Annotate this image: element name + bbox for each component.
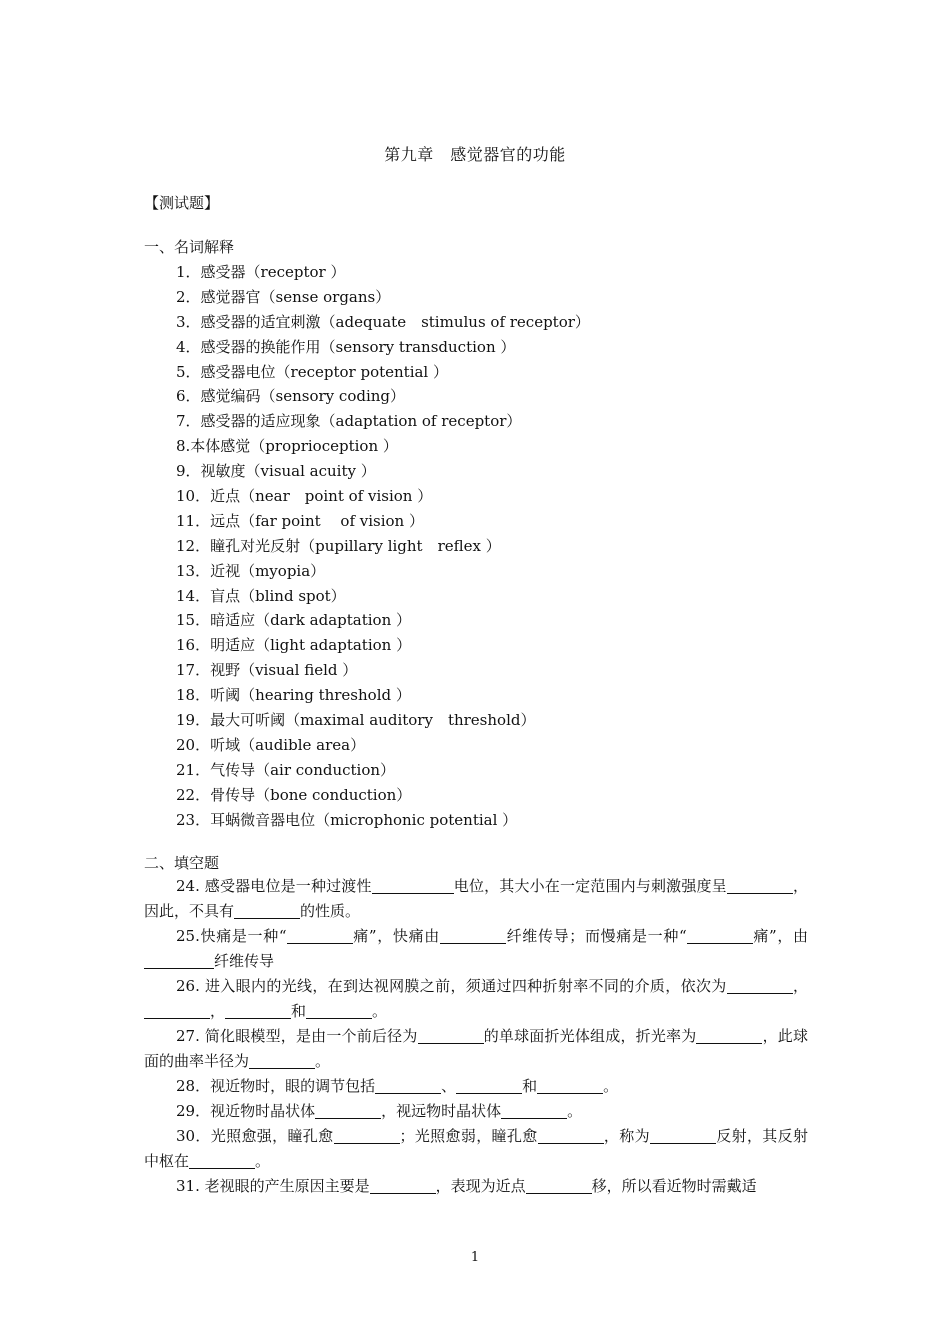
answer-blank bbox=[501, 1102, 567, 1119]
answer-blank bbox=[144, 952, 214, 969]
section-heading-fill-in: 二、填空题 bbox=[144, 854, 220, 872]
answer-blank bbox=[727, 977, 793, 994]
question-28: 28．视近物时，眼的调节包括 、 和 。 bbox=[176, 1077, 619, 1095]
list-item: 17．视野（visual field ） bbox=[176, 661, 358, 680]
answer-blank bbox=[234, 902, 300, 919]
list-item: 6．感觉编码（sensory coding） bbox=[176, 387, 406, 406]
list-item: 9．视敏度（visual acuity ） bbox=[176, 462, 376, 481]
list-item: 18．听阈（hearing threshold ） bbox=[176, 686, 411, 705]
list-item: 16．明适应（light adaptation ） bbox=[176, 636, 412, 655]
answer-blank bbox=[372, 877, 454, 894]
list-item: 4．感受器的换能作用（sensory transduction ） bbox=[176, 337, 516, 356]
answer-blank bbox=[375, 1077, 441, 1094]
answer-blank bbox=[370, 1177, 436, 1194]
answer-blank bbox=[418, 1027, 484, 1044]
page-number: 1 bbox=[470, 1250, 480, 1265]
answer-blank bbox=[537, 1077, 603, 1094]
list-item: 8.本体感觉（proprioception ） bbox=[176, 437, 398, 456]
question-30: 30．光照愈强，瞳孔愈 ；光照愈弱，瞳孔愈 ，称为 反射，其反射中枢在 。 bbox=[144, 1127, 808, 1170]
answer-blank bbox=[249, 1052, 315, 1069]
answer-blank bbox=[538, 1127, 604, 1144]
answer-blank bbox=[456, 1077, 522, 1094]
list-item: 21．气传导（air conduction） bbox=[176, 760, 396, 779]
answer-blank bbox=[315, 1102, 381, 1119]
list-item: 22．骨传导（bone conduction） bbox=[176, 785, 412, 804]
list-item: 14．盲点（blind spot） bbox=[176, 586, 346, 605]
answer-blank bbox=[696, 1027, 762, 1044]
list-item: 2．感觉器官（sense organs） bbox=[176, 287, 391, 306]
list-item: 13．近视（myopia） bbox=[176, 561, 326, 580]
answer-blank bbox=[526, 1177, 592, 1194]
question-26: 26. 进入眼内的光线，在到达视网膜之前，须通过四种折射率不同的介质，依次为 ，， 和 。 bbox=[144, 974, 808, 1024]
list-item: 15．暗适应（dark adaptation ） bbox=[176, 611, 412, 630]
section-heading-definitions: 一、名词解释 bbox=[144, 238, 235, 256]
list-item: 3．感受器的适宜刺激（adequate stimulus of receptor） bbox=[176, 312, 590, 331]
answer-blank bbox=[287, 927, 353, 944]
question-29: 29．视近物时晶状体 ，视远物时晶状体 。 bbox=[176, 1102, 583, 1120]
answer-blank bbox=[189, 1152, 255, 1169]
list-item: 19．最大可听阈（maximal auditory threshold） bbox=[176, 711, 536, 730]
list-item: 5．感受器电位（receptor potential ） bbox=[176, 362, 449, 381]
question-25: 25.快痛是一种“ 痛”，快痛由 纤维传导；而慢痛是一种“ 痛”，由纤维传导 bbox=[144, 924, 808, 974]
answer-blank bbox=[306, 1002, 372, 1019]
question-31: 31. 老视眼的产生原因主要是 ，表现为近点 移，所以看近物时需戴适 bbox=[176, 1177, 757, 1195]
list-item: 10．近点（near point of vision ） bbox=[176, 487, 433, 506]
fill-in-questions bbox=[144, 874, 808, 1199]
list-item: 7．感受器的适应现象（adaptation of receptor） bbox=[176, 412, 522, 431]
list-item: 11．远点（far point of vision ） bbox=[176, 511, 424, 530]
answer-blank bbox=[144, 1002, 210, 1019]
answer-blank bbox=[687, 927, 753, 944]
term-list bbox=[176, 260, 590, 832]
answer-blank bbox=[727, 877, 793, 894]
answer-blank bbox=[334, 1127, 400, 1144]
chapter-title: 第九章 感觉器官的功能 bbox=[384, 145, 566, 164]
question-27: 27. 简化眼模型，是由一个前后径为 的单球面折光体组成，折光率为 ，此球面的曲率半径为 。 bbox=[144, 1027, 808, 1070]
question-24: 24. 感受器电位是一种过渡性 电位，其大小在一定范围内与刺激强度呈 ，因此，不具有 的性质。 bbox=[144, 877, 808, 920]
answer-blank bbox=[225, 1002, 291, 1019]
test-heading: 【测试题】 bbox=[144, 194, 220, 212]
answer-blank bbox=[650, 1127, 716, 1144]
list-item: 23．耳蜗微音器电位（microphonic potential ） bbox=[176, 810, 518, 829]
list-item: 1．感受器（receptor ） bbox=[176, 263, 346, 281]
answer-blank bbox=[440, 927, 506, 944]
list-item: 20．听域（audible area） bbox=[176, 735, 366, 754]
list-item: 12．瞳孔对光反射（pupillary light reflex ） bbox=[176, 536, 501, 555]
